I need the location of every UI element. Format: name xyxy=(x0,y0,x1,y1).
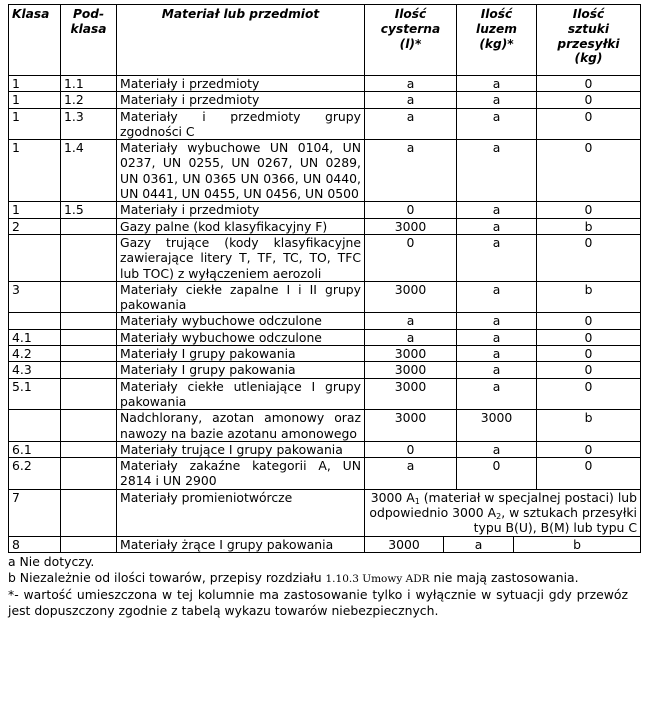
cell-material: Materiały trujące I grupy pakowania xyxy=(117,441,365,457)
cell-podklasa xyxy=(61,281,117,313)
cell-podklasa xyxy=(61,378,117,410)
cell-podklasa: 1.5 xyxy=(61,202,117,218)
cell-radioactive-quantity: 3000 $A_1$ (materiał w specjalnej postaci) lub odpowiednio 3000 $A_2$, w sztukach przesyłki typu B(U), B(M) lub typu C xyxy=(365,489,641,536)
cell-luzem: a xyxy=(457,378,537,410)
cell-material: Materiały i przedmioty xyxy=(117,202,365,218)
table-row xyxy=(9,140,641,202)
cell-material: Gazy palne (kod klasyfikacyjny F) xyxy=(117,218,365,234)
cell-klasa: 1 xyxy=(9,202,61,218)
cell-material: Materiały żrące I grupy pakowania xyxy=(117,536,365,552)
cell-cysterna: a xyxy=(365,313,457,329)
footnotes xyxy=(8,554,628,618)
cell-sztuki: 0 xyxy=(537,313,641,329)
table-row xyxy=(9,441,641,457)
cell-klasa xyxy=(9,234,61,281)
cell-cysterna: 0 xyxy=(365,202,457,218)
cell-sztuki: 0 xyxy=(537,92,641,108)
footnote-a: a Nie dotyczy. xyxy=(8,553,95,569)
cell-klasa: 1 xyxy=(9,92,61,108)
table-row xyxy=(9,76,641,92)
header-cysterna: Ilość cysterna (l)* xyxy=(365,5,457,76)
header-klasa: Klasa xyxy=(9,5,61,76)
cell-material: Materiały I grupy pakowania xyxy=(117,362,365,378)
cell-material: Materiały i przedmioty xyxy=(117,92,365,108)
cell-cysterna: 3000 xyxy=(365,346,457,362)
cell-material: Gazy trujące (kody klasyfikacyjne zawierające litery T, TF, TC, TO, TFC lub TOC) z wyłączeniem aerozoli xyxy=(117,234,365,281)
cell-luzem: a xyxy=(457,281,537,313)
table-header-row xyxy=(9,5,641,76)
cell-cysterna: 3000 xyxy=(365,537,444,552)
cell-podklasa: 1.3 xyxy=(61,108,117,140)
header-sztuki: Ilość sztuki przesyłki (kg) xyxy=(537,5,641,76)
cell-klasa: 2 xyxy=(9,218,61,234)
cell-podklasa xyxy=(61,441,117,457)
cell-klasa: 4.1 xyxy=(9,329,61,345)
header-material: Materiał lub przedmiot xyxy=(117,5,365,76)
footnote-b: b Niezależnie od ilości towarów, przepisy rozdziału 1.10.3 Umowy ADR nie mają zastosowania. xyxy=(8,569,579,585)
cell-klasa: 6.1 xyxy=(9,441,61,457)
cell-material: Materiały ciekłe zapalne I i II grupy pakowania xyxy=(117,281,365,313)
document xyxy=(8,4,640,618)
cell-podklasa xyxy=(61,458,117,490)
cell-podklasa xyxy=(61,329,117,345)
cell-luzem: a xyxy=(457,218,537,234)
cell-material: Materiały ciekłe utleniające I grupy pakowania xyxy=(117,378,365,410)
cell-material: Materiały I grupy pakowania xyxy=(117,346,365,362)
cell-podklasa: 1.1 xyxy=(61,76,117,92)
cell-cysterna: 3000 xyxy=(365,281,457,313)
table-row xyxy=(9,362,641,378)
cell-klasa: 6.2 xyxy=(9,458,61,490)
cell-podklasa xyxy=(61,313,117,329)
table-row xyxy=(9,92,641,108)
cell-podklasa xyxy=(61,346,117,362)
table-row xyxy=(9,378,641,410)
cell-sztuki: 0 xyxy=(537,346,641,362)
cell-material: Materiały wybuchowe odczulone xyxy=(117,329,365,345)
cell-klasa: 1 xyxy=(9,76,61,92)
table-row xyxy=(9,281,641,313)
cell-cysterna: 3000 xyxy=(365,218,457,234)
header-podklasa: Pod- klasa xyxy=(61,5,117,76)
cell-luzem: a xyxy=(457,329,537,345)
cell-cysterna: 0 xyxy=(365,234,457,281)
table-row xyxy=(9,234,641,281)
cell-cysterna: 0 xyxy=(365,441,457,457)
cell-klasa xyxy=(9,313,61,329)
cell-luzem: a xyxy=(457,76,537,92)
cell-material: Materiały i przedmioty grupy zgodności C xyxy=(117,108,365,140)
cell-sztuki: 0 xyxy=(537,458,641,490)
table-row xyxy=(9,218,641,234)
header-luzem: Ilość luzem (kg)* xyxy=(457,5,537,76)
cell-cysterna: a xyxy=(365,329,457,345)
cell-sztuki: 0 xyxy=(537,76,641,92)
cell-material: Materiały wybuchowe odczulone xyxy=(117,313,365,329)
cell-podklasa xyxy=(61,362,117,378)
cell-klasa: 5.1 xyxy=(9,378,61,410)
cell-sztuki: 0 xyxy=(537,234,641,281)
cell-podklasa xyxy=(61,410,117,442)
cell-klasa: 7 xyxy=(9,489,61,536)
cell-material: Materiały wybuchowe UN 0104, UN 0237, UN 0255, UN 0267, UN 0289, UN 0361, UN 0365 UN 0366, UN 0440, UN 0441, UN 0455, UN 0456, UN 0500 xyxy=(117,140,365,202)
cell-luzem: a xyxy=(457,346,537,362)
cell-sztuki: 0 xyxy=(537,108,641,140)
cell-sztuki: 0 xyxy=(537,362,641,378)
table-row xyxy=(9,108,641,140)
footnote-star: *- wartość umieszczona w tej kolumnie ma zastosowanie tylko i wyłącznie w sytuacji gdy przewóz jest dopuszczony zgodnie z tabelą wykazu towarów niebezpiecznych. xyxy=(8,587,628,618)
cell-luzem: a xyxy=(457,441,537,457)
cell-luzem: a xyxy=(457,234,537,281)
cell-klasa xyxy=(9,410,61,442)
cell-cysterna: a xyxy=(365,92,457,108)
cell-klasa: 4.3 xyxy=(9,362,61,378)
cell-class-8-quantities xyxy=(365,536,641,552)
cell-sztuki: 0 xyxy=(537,329,641,345)
cell-luzem: a xyxy=(457,313,537,329)
cell-luzem: a xyxy=(457,108,537,140)
cell-podklasa xyxy=(61,218,117,234)
table-row-class-8 xyxy=(9,536,641,552)
dangerous-goods-table xyxy=(8,4,641,553)
table-row xyxy=(9,458,641,490)
cell-material: Nadchlorany, azotan amonowy oraz nawozy na bazie azotanu amonowego xyxy=(117,410,365,442)
cell-material: Materiały promieniotwórcze xyxy=(117,489,365,536)
cell-podklasa xyxy=(61,536,117,552)
cell-podklasa: 1.2 xyxy=(61,92,117,108)
cell-luzem: a xyxy=(457,202,537,218)
cell-sztuki: b xyxy=(537,218,641,234)
cell-luzem: 0 xyxy=(457,458,537,490)
cell-sztuki: 0 xyxy=(537,378,641,410)
cell-sztuki: b xyxy=(537,410,641,442)
cell-sztuki: 0 xyxy=(537,140,641,202)
table-row-class-7 xyxy=(9,489,641,536)
cell-klasa: 1 xyxy=(9,140,61,202)
cell-cysterna: a xyxy=(365,140,457,202)
table-row xyxy=(9,346,641,362)
cell-klasa: 3 xyxy=(9,281,61,313)
cell-cysterna: 3000 xyxy=(365,362,457,378)
cell-luzem: a xyxy=(457,140,537,202)
table-row xyxy=(9,329,641,345)
cell-material: Materiały i przedmioty xyxy=(117,76,365,92)
table-row xyxy=(9,202,641,218)
cell-sztuki: 0 xyxy=(537,202,641,218)
cell-podklasa xyxy=(61,489,117,536)
cell-klasa: 4.2 xyxy=(9,346,61,362)
cell-podklasa xyxy=(61,234,117,281)
cell-luzem: a xyxy=(457,362,537,378)
cell-klasa: 1 xyxy=(9,108,61,140)
cell-sztuki: b xyxy=(573,536,581,552)
cell-cysterna: 3000 xyxy=(365,378,457,410)
cell-cysterna: 3000 xyxy=(365,410,457,442)
cell-luzem: a xyxy=(457,92,537,108)
table-row xyxy=(9,410,641,442)
cell-luzem: a xyxy=(444,537,514,552)
cell-klasa: 8 xyxy=(9,536,61,552)
cell-cysterna: a xyxy=(365,76,457,92)
cell-sztuki: 0 xyxy=(537,441,641,457)
cell-material: Materiały zakaźne kategorii A, UN 2814 i UN 2900 xyxy=(117,458,365,490)
cell-luzem: 3000 xyxy=(457,410,537,442)
cell-sztuki: b xyxy=(537,281,641,313)
cell-podklasa: 1.4 xyxy=(61,140,117,202)
cell-cysterna: a xyxy=(365,458,457,490)
table-body xyxy=(9,76,641,553)
table-row xyxy=(9,313,641,329)
cell-cysterna: a xyxy=(365,108,457,140)
